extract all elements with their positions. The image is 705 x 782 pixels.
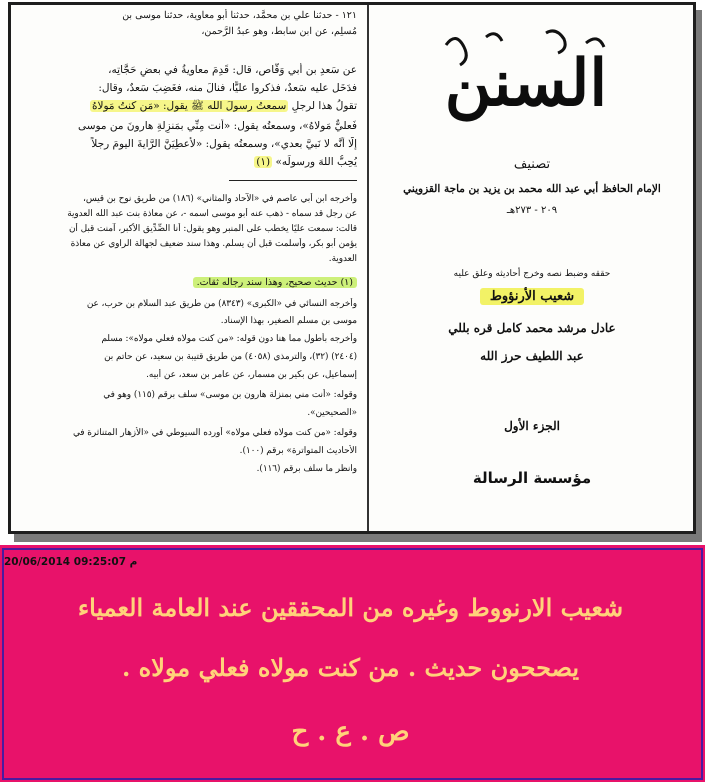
footnote-line: وأخرجه ابن أبي عاصم في «الآحاد والمثاني» (١٨٦) من طريق نوح بن قيس، <box>83 194 357 204</box>
hadith-line-7: إلَّا أنَّه لا نَبيَّ بعدي»، وسمعتُه يقول: «لأُعطِيَنَّ الرَّايةَ اليومَ رجلاً <box>91 138 357 150</box>
book-title: السنن <box>444 46 608 121</box>
hadith-line-6: فَعليٌّ مَولاهُ»، وسمعتُه يقول: «أنت مِنِّي بمَنزِلةِ هارونَ من موسى <box>77 120 357 132</box>
caption-line-1: شعيب الارنووط وغيره من المحققين عند العامة العمياء <box>77 593 624 622</box>
editors-row-2: عبد اللطيف حرز الله <box>480 349 584 363</box>
footnote-line: (٢٤٠٤) (٣٢)، والترمذي (٤٠٥٨) من طريق قتيبة بن سعيد، عن حاتم بن <box>104 352 357 362</box>
book-title-calligraphy <box>426 25 626 135</box>
footnote-line: وانظر ما سلف برقم (١١٦). <box>256 464 357 474</box>
footnote-line: يؤمن أبو بكر، وأسلمت قبل أن يسلم. وهذا سند ضعيف لجهالة الراوي عن معاذة <box>70 239 357 249</box>
hadith-line-5 <box>19 99 357 113</box>
authenticity-note: (١) حديث صحيح، وهذا سند رجاله ثقات. <box>193 277 357 288</box>
footnote-line: قالت: سمعت عليًا يخطب على المنبر وهو يقول: أنا الصِّدِّيق الأكبر، آمنت قبل أن <box>68 224 357 234</box>
hadith-line-4: فدَخَل عليه سَعدٌ، فذكروا عليًّا، فنالَ منه، فغَضِبَ سَعدٌ، وقال: <box>98 82 357 94</box>
hadith-line-2: مُسلِم، عن ابن سابط، وهو عبدُ الرَّحمن، <box>201 26 357 37</box>
footnote-line: إسماعيل، عن بكير بن مسمار، عن عامر بن سعد، عن أبيه. <box>146 370 357 380</box>
footnote-line: وقوله: «أنت مني بمنزلة هارون بن موسى» سلف برقم (١١٥) وهو في <box>103 390 357 400</box>
footnote-line: وأخرجه النسائي في «الكبرى» (٨٣٤٣) من طريق عبد السلام بن حرب، عن <box>86 299 357 309</box>
author-name: الإمام الحافظ أبي عبد الله محمد بن يزيد بن ماجة القزويني <box>403 183 661 195</box>
footnote-line: موسى بن مسلم الصغير، بهذا الإسناد. <box>220 316 357 326</box>
author-label: تصنيف <box>513 157 551 172</box>
editor-main: شعيب الأرنؤوط <box>480 288 584 305</box>
caption-banner <box>0 545 705 782</box>
footnote-line: وأخرجه بأطول مما هنا دون قوله: «من كنت مولاه فعلي مولاه»: مسلم <box>101 334 357 344</box>
footnote-rule <box>229 180 357 181</box>
footnote-marker: (١) <box>256 156 271 168</box>
caption-signature: ص . ع . ح <box>291 717 410 747</box>
highlighted-quote: سمعتُ رسولَ الله ﷺ يقول: «مَن كنتُ مَولاهُ <box>91 100 287 112</box>
editors-row-1: عادل مرشد محمد كامل قره بللي <box>448 321 616 335</box>
footnote-line: العدوية. <box>328 254 357 264</box>
book-spine-divider <box>367 5 369 531</box>
hadith-line-5-start: تقولُ هذا لرجلٍ <box>291 100 357 112</box>
hadith-line-1: ١٢١ - حدثنا علي بن محمَّد، حدثنا أبو معاوية، حدثنا موسى بن <box>122 10 357 21</box>
footnote-line: الأحاديث المتواترة» برقم (١٠٠). <box>239 446 357 456</box>
editor-main-line <box>371 289 693 304</box>
editing-note: حققه وضبط نصه وخرج أحاديثه وعلق عليه <box>453 269 611 279</box>
hadith-page <box>11 5 365 531</box>
hadith-line-8-text: يُحِبُّ اللهَ ورسولَه» <box>275 156 357 168</box>
author-years: ٢٠٩ - ٢٧٣هـ <box>506 205 558 216</box>
hadith-line-3: عن سَعدِ بن أبي وَقَّاص، قال: قَدِمَ معاويةُ في بعضِ حَجَّاتِه، <box>108 64 357 76</box>
footnote-line: «الصحيحين». <box>307 408 357 418</box>
footnote-line: وقوله: «من كنت مولاه فعلي مولاه» أورده السيوطي في «الأزهار المتناثرة في <box>72 428 357 438</box>
footnote-highlight-line <box>19 275 357 290</box>
caption-line-2: يصححون حديث . من كنت مولاه فعلي مولاه . <box>121 653 580 682</box>
hadith-line-8 <box>19 155 357 169</box>
post-timestamp: 20/06/2014 09:25:07 م <box>4 556 138 568</box>
publisher-name: مؤسسة الرسالة <box>472 469 592 487</box>
title-page <box>371 5 693 531</box>
volume-label: الجزء الأول <box>504 419 560 433</box>
book-spread <box>8 2 696 534</box>
footnote-line: عن رجل قد سماه - ذهب عنه أبو موسى اسمه -، عن معاذة بنت عبد الله العدوية <box>67 209 357 219</box>
